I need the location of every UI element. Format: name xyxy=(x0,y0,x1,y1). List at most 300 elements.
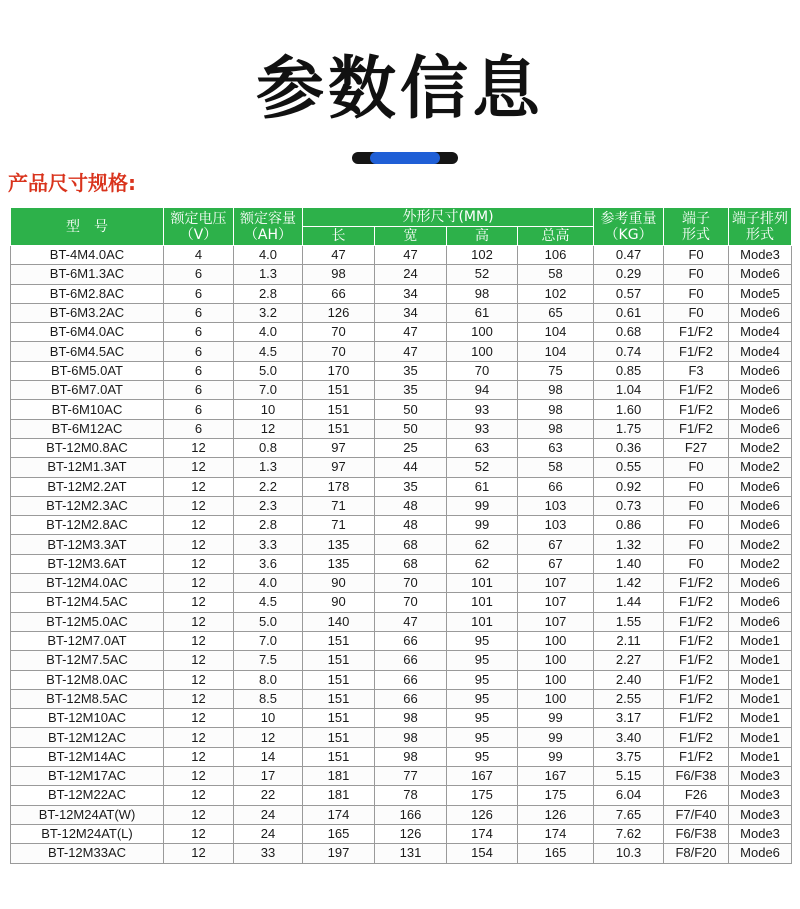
cell-width: 50 xyxy=(375,419,447,438)
cell-total-height: 175 xyxy=(518,786,594,805)
cell-height: 154 xyxy=(447,844,518,863)
table-row xyxy=(11,574,792,593)
cell-height: 95 xyxy=(447,728,518,747)
cell-width: 66 xyxy=(375,670,447,689)
cell-capacity: 10 xyxy=(234,709,303,728)
table-row xyxy=(11,361,792,380)
cell-terminal: F0 xyxy=(664,535,729,554)
cell-terminal: F1/F2 xyxy=(664,612,729,631)
cell-arrangement: Mode1 xyxy=(729,651,792,670)
cell-arrangement: Mode2 xyxy=(729,554,792,573)
header-terminal: 端子 形式 xyxy=(664,208,729,246)
cell-length: 97 xyxy=(303,458,375,477)
cell-total-height: 107 xyxy=(518,574,594,593)
cell-capacity: 7.0 xyxy=(234,631,303,650)
cell-capacity: 2.8 xyxy=(234,284,303,303)
table-row xyxy=(11,612,792,631)
cell-voltage: 12 xyxy=(164,496,234,515)
cell-model: BT-12M8.5AC xyxy=(11,689,164,708)
cell-capacity: 12 xyxy=(234,419,303,438)
cell-length: 47 xyxy=(303,246,375,265)
cell-length: 151 xyxy=(303,400,375,419)
title-divider-accent xyxy=(370,152,440,164)
cell-height: 63 xyxy=(447,438,518,457)
cell-model: BT-12M0.8AC xyxy=(11,438,164,457)
cell-model: BT-12M22AC xyxy=(11,786,164,805)
cell-total-height: 174 xyxy=(518,824,594,843)
table-row xyxy=(11,824,792,843)
header-weight: 参考重量 （KG） xyxy=(594,208,664,246)
cell-width: 98 xyxy=(375,709,447,728)
cell-total-height: 104 xyxy=(518,342,594,361)
header-width: 宽 xyxy=(375,227,447,246)
cell-weight: 1.44 xyxy=(594,593,664,612)
cell-model: BT-6M5.0AT xyxy=(11,361,164,380)
cell-voltage: 12 xyxy=(164,709,234,728)
cell-width: 68 xyxy=(375,535,447,554)
cell-arrangement: Mode1 xyxy=(729,709,792,728)
cell-capacity: 22 xyxy=(234,786,303,805)
cell-weight: 10.3 xyxy=(594,844,664,863)
table-row xyxy=(11,246,792,265)
table-row xyxy=(11,670,792,689)
cell-model: BT-6M3.2AC xyxy=(11,303,164,322)
cell-length: 181 xyxy=(303,786,375,805)
cell-height: 126 xyxy=(447,805,518,824)
cell-total-height: 65 xyxy=(518,303,594,322)
cell-terminal: F1/F2 xyxy=(664,747,729,766)
header-length: 长 xyxy=(303,227,375,246)
cell-arrangement: Mode3 xyxy=(729,246,792,265)
table-row xyxy=(11,419,792,438)
cell-arrangement: Mode6 xyxy=(729,303,792,322)
cell-capacity: 7.5 xyxy=(234,651,303,670)
cell-capacity: 4.0 xyxy=(234,246,303,265)
table-row xyxy=(11,747,792,766)
cell-voltage: 12 xyxy=(164,805,234,824)
cell-height: 175 xyxy=(447,786,518,805)
cell-voltage: 12 xyxy=(164,767,234,786)
cell-terminal: F8/F20 xyxy=(664,844,729,863)
cell-model: BT-12M24AT(L) xyxy=(11,824,164,843)
cell-length: 170 xyxy=(303,361,375,380)
cell-total-height: 106 xyxy=(518,246,594,265)
cell-width: 25 xyxy=(375,438,447,457)
cell-arrangement: Mode6 xyxy=(729,419,792,438)
table-row xyxy=(11,689,792,708)
cell-weight: 0.55 xyxy=(594,458,664,477)
section-subtitle: 产品尺寸规格: xyxy=(8,171,136,195)
cell-voltage: 12 xyxy=(164,554,234,573)
cell-voltage: 6 xyxy=(164,265,234,284)
cell-height: 167 xyxy=(447,767,518,786)
cell-total-height: 63 xyxy=(518,438,594,457)
cell-length: 135 xyxy=(303,535,375,554)
cell-height: 61 xyxy=(447,303,518,322)
cell-height: 100 xyxy=(447,323,518,342)
cell-weight: 1.32 xyxy=(594,535,664,554)
cell-height: 93 xyxy=(447,419,518,438)
cell-capacity: 8.5 xyxy=(234,689,303,708)
cell-model: BT-6M10AC xyxy=(11,400,164,419)
cell-terminal: F0 xyxy=(664,246,729,265)
cell-width: 35 xyxy=(375,477,447,496)
cell-terminal: F0 xyxy=(664,284,729,303)
cell-weight: 0.61 xyxy=(594,303,664,322)
cell-terminal: F6/F38 xyxy=(664,824,729,843)
cell-length: 151 xyxy=(303,747,375,766)
cell-total-height: 98 xyxy=(518,400,594,419)
cell-model: BT-12M17AC xyxy=(11,767,164,786)
cell-height: 95 xyxy=(447,631,518,650)
cell-weight: 2.55 xyxy=(594,689,664,708)
cell-capacity: 0.8 xyxy=(234,438,303,457)
cell-voltage: 12 xyxy=(164,824,234,843)
cell-width: 166 xyxy=(375,805,447,824)
cell-capacity: 17 xyxy=(234,767,303,786)
cell-voltage: 12 xyxy=(164,458,234,477)
cell-arrangement: Mode6 xyxy=(729,612,792,631)
cell-model: BT-12M3.3AT xyxy=(11,535,164,554)
cell-height: 101 xyxy=(447,593,518,612)
cell-voltage: 12 xyxy=(164,670,234,689)
cell-model: BT-12M33AC xyxy=(11,844,164,863)
cell-arrangement: Mode4 xyxy=(729,342,792,361)
cell-model: BT-12M10AC xyxy=(11,709,164,728)
cell-voltage: 12 xyxy=(164,612,234,631)
cell-weight: 3.17 xyxy=(594,709,664,728)
cell-arrangement: Mode1 xyxy=(729,689,792,708)
cell-capacity: 3.3 xyxy=(234,535,303,554)
cell-length: 90 xyxy=(303,593,375,612)
cell-weight: 0.29 xyxy=(594,265,664,284)
cell-capacity: 12 xyxy=(234,728,303,747)
cell-weight: 1.04 xyxy=(594,381,664,400)
cell-arrangement: Mode2 xyxy=(729,458,792,477)
cell-capacity: 5.0 xyxy=(234,361,303,380)
cell-length: 151 xyxy=(303,709,375,728)
cell-length: 151 xyxy=(303,631,375,650)
cell-model: BT-12M12AC xyxy=(11,728,164,747)
header-total-height: 总高 xyxy=(518,227,594,246)
cell-total-height: 103 xyxy=(518,516,594,535)
cell-weight: 1.55 xyxy=(594,612,664,631)
table-body xyxy=(11,246,792,864)
cell-total-height: 75 xyxy=(518,361,594,380)
cell-weight: 3.75 xyxy=(594,747,664,766)
cell-total-height: 99 xyxy=(518,747,594,766)
table-row xyxy=(11,265,792,284)
table-row xyxy=(11,651,792,670)
table-row xyxy=(11,516,792,535)
cell-model: BT-6M12AC xyxy=(11,419,164,438)
cell-terminal: F27 xyxy=(664,438,729,457)
cell-capacity: 8.0 xyxy=(234,670,303,689)
cell-model: BT-12M8.0AC xyxy=(11,670,164,689)
cell-arrangement: Mode3 xyxy=(729,786,792,805)
cell-voltage: 6 xyxy=(164,400,234,419)
cell-capacity: 1.3 xyxy=(234,265,303,284)
cell-arrangement: Mode3 xyxy=(729,805,792,824)
cell-voltage: 12 xyxy=(164,516,234,535)
cell-height: 98 xyxy=(447,284,518,303)
cell-capacity: 24 xyxy=(234,824,303,843)
cell-terminal: F1/F2 xyxy=(664,670,729,689)
cell-total-height: 58 xyxy=(518,265,594,284)
cell-height: 95 xyxy=(447,709,518,728)
cell-capacity: 24 xyxy=(234,805,303,824)
cell-arrangement: Mode6 xyxy=(729,574,792,593)
cell-capacity: 33 xyxy=(234,844,303,863)
cell-total-height: 58 xyxy=(518,458,594,477)
cell-terminal: F0 xyxy=(664,496,729,515)
cell-terminal: F1/F2 xyxy=(664,709,729,728)
cell-weight: 0.85 xyxy=(594,361,664,380)
cell-height: 99 xyxy=(447,496,518,515)
cell-width: 66 xyxy=(375,689,447,708)
title-divider xyxy=(352,152,458,164)
cell-capacity: 14 xyxy=(234,747,303,766)
cell-arrangement: Mode4 xyxy=(729,323,792,342)
cell-height: 101 xyxy=(447,574,518,593)
cell-total-height: 100 xyxy=(518,689,594,708)
cell-width: 70 xyxy=(375,574,447,593)
table-row xyxy=(11,400,792,419)
cell-length: 140 xyxy=(303,612,375,631)
table-row xyxy=(11,728,792,747)
table-row xyxy=(11,844,792,863)
cell-capacity: 4.0 xyxy=(234,574,303,593)
cell-total-height: 99 xyxy=(518,709,594,728)
cell-model: BT-12M4.5AC xyxy=(11,593,164,612)
header-dimensions: 外形尺寸(MM) xyxy=(303,208,594,227)
cell-length: 71 xyxy=(303,516,375,535)
table-row xyxy=(11,593,792,612)
cell-height: 93 xyxy=(447,400,518,419)
cell-capacity: 5.0 xyxy=(234,612,303,631)
cell-model: BT-6M4.5AC xyxy=(11,342,164,361)
cell-length: 181 xyxy=(303,767,375,786)
cell-arrangement: Mode2 xyxy=(729,535,792,554)
cell-terminal: F0 xyxy=(664,516,729,535)
cell-height: 95 xyxy=(447,689,518,708)
cell-terminal: F1/F2 xyxy=(664,728,729,747)
cell-capacity: 4.0 xyxy=(234,323,303,342)
cell-total-height: 98 xyxy=(518,381,594,400)
header-voltage: 额定电压 （V） xyxy=(164,208,234,246)
cell-arrangement: Mode1 xyxy=(729,670,792,689)
cell-length: 97 xyxy=(303,438,375,457)
cell-width: 126 xyxy=(375,824,447,843)
cell-voltage: 6 xyxy=(164,381,234,400)
cell-total-height: 99 xyxy=(518,728,594,747)
cell-length: 151 xyxy=(303,419,375,438)
cell-terminal: F1/F2 xyxy=(664,593,729,612)
cell-total-height: 100 xyxy=(518,651,594,670)
cell-model: BT-12M24AT(W) xyxy=(11,805,164,824)
cell-model: BT-4M4.0AC xyxy=(11,246,164,265)
cell-width: 47 xyxy=(375,612,447,631)
cell-model: BT-12M4.0AC xyxy=(11,574,164,593)
cell-weight: 0.92 xyxy=(594,477,664,496)
cell-voltage: 12 xyxy=(164,747,234,766)
cell-weight: 6.04 xyxy=(594,786,664,805)
cell-terminal: F0 xyxy=(664,458,729,477)
cell-model: BT-6M1.3AC xyxy=(11,265,164,284)
header-height: 高 xyxy=(447,227,518,246)
cell-width: 24 xyxy=(375,265,447,284)
cell-total-height: 104 xyxy=(518,323,594,342)
table-row xyxy=(11,554,792,573)
cell-weight: 5.15 xyxy=(594,767,664,786)
cell-terminal: F1/F2 xyxy=(664,400,729,419)
cell-total-height: 98 xyxy=(518,419,594,438)
cell-arrangement: Mode6 xyxy=(729,265,792,284)
table-row xyxy=(11,458,792,477)
cell-height: 100 xyxy=(447,342,518,361)
table-row xyxy=(11,805,792,824)
table-row xyxy=(11,535,792,554)
cell-width: 47 xyxy=(375,246,447,265)
cell-model: BT-12M2.3AC xyxy=(11,496,164,515)
cell-model: BT-12M2.2AT xyxy=(11,477,164,496)
cell-width: 98 xyxy=(375,747,447,766)
cell-length: 70 xyxy=(303,342,375,361)
cell-height: 99 xyxy=(447,516,518,535)
cell-terminal: F0 xyxy=(664,554,729,573)
cell-capacity: 4.5 xyxy=(234,342,303,361)
cell-weight: 0.73 xyxy=(594,496,664,515)
cell-model: BT-12M5.0AC xyxy=(11,612,164,631)
cell-weight: 7.65 xyxy=(594,805,664,824)
cell-model: BT-6M2.8AC xyxy=(11,284,164,303)
cell-voltage: 6 xyxy=(164,323,234,342)
cell-length: 151 xyxy=(303,381,375,400)
cell-voltage: 12 xyxy=(164,728,234,747)
cell-arrangement: Mode6 xyxy=(729,844,792,863)
cell-terminal: F0 xyxy=(664,303,729,322)
cell-arrangement: Mode6 xyxy=(729,496,792,515)
cell-total-height: 100 xyxy=(518,631,594,650)
cell-terminal: F1/F2 xyxy=(664,689,729,708)
cell-arrangement: Mode6 xyxy=(729,477,792,496)
cell-width: 66 xyxy=(375,631,447,650)
cell-length: 151 xyxy=(303,651,375,670)
cell-weight: 1.75 xyxy=(594,419,664,438)
cell-model: BT-6M4.0AC xyxy=(11,323,164,342)
cell-width: 50 xyxy=(375,400,447,419)
cell-weight: 7.62 xyxy=(594,824,664,843)
cell-arrangement: Mode1 xyxy=(729,631,792,650)
cell-length: 66 xyxy=(303,284,375,303)
cell-capacity: 10 xyxy=(234,400,303,419)
cell-weight: 2.27 xyxy=(594,651,664,670)
spec-table xyxy=(10,207,792,864)
cell-height: 95 xyxy=(447,670,518,689)
cell-weight: 2.11 xyxy=(594,631,664,650)
cell-total-height: 67 xyxy=(518,535,594,554)
cell-weight: 3.40 xyxy=(594,728,664,747)
cell-total-height: 102 xyxy=(518,284,594,303)
cell-weight: 1.60 xyxy=(594,400,664,419)
cell-voltage: 12 xyxy=(164,477,234,496)
header-capacity: 额定容量 （AH） xyxy=(234,208,303,246)
cell-weight: 1.42 xyxy=(594,574,664,593)
cell-width: 34 xyxy=(375,303,447,322)
cell-width: 44 xyxy=(375,458,447,477)
page-title: 参数信息 xyxy=(255,50,544,129)
cell-terminal: F26 xyxy=(664,786,729,805)
cell-capacity: 7.0 xyxy=(234,381,303,400)
cell-model: BT-12M7.0AT xyxy=(11,631,164,650)
table-row xyxy=(11,631,792,650)
cell-length: 126 xyxy=(303,303,375,322)
cell-width: 66 xyxy=(375,651,447,670)
cell-voltage: 6 xyxy=(164,361,234,380)
cell-length: 151 xyxy=(303,689,375,708)
cell-length: 151 xyxy=(303,670,375,689)
cell-total-height: 107 xyxy=(518,593,594,612)
cell-capacity: 4.5 xyxy=(234,593,303,612)
cell-terminal: F1/F2 xyxy=(664,574,729,593)
cell-voltage: 6 xyxy=(164,303,234,322)
cell-terminal: F6/F38 xyxy=(664,767,729,786)
cell-width: 78 xyxy=(375,786,447,805)
cell-height: 70 xyxy=(447,361,518,380)
cell-weight: 0.68 xyxy=(594,323,664,342)
cell-height: 94 xyxy=(447,381,518,400)
cell-length: 197 xyxy=(303,844,375,863)
cell-arrangement: Mode1 xyxy=(729,728,792,747)
cell-voltage: 12 xyxy=(164,535,234,554)
cell-voltage: 12 xyxy=(164,593,234,612)
cell-total-height: 107 xyxy=(518,612,594,631)
cell-terminal: F1/F2 xyxy=(664,651,729,670)
cell-voltage: 12 xyxy=(164,651,234,670)
cell-voltage: 12 xyxy=(164,631,234,650)
cell-width: 77 xyxy=(375,767,447,786)
cell-total-height: 103 xyxy=(518,496,594,515)
cell-length: 98 xyxy=(303,265,375,284)
cell-width: 35 xyxy=(375,381,447,400)
cell-width: 48 xyxy=(375,496,447,515)
cell-height: 62 xyxy=(447,535,518,554)
cell-arrangement: Mode1 xyxy=(729,747,792,766)
cell-arrangement: Mode6 xyxy=(729,400,792,419)
cell-model: BT-12M7.5AC xyxy=(11,651,164,670)
cell-voltage: 12 xyxy=(164,786,234,805)
cell-terminal: F0 xyxy=(664,477,729,496)
table-row xyxy=(11,323,792,342)
cell-capacity: 2.3 xyxy=(234,496,303,515)
cell-terminal: F1/F2 xyxy=(664,631,729,650)
cell-width: 48 xyxy=(375,516,447,535)
cell-model: BT-12M14AC xyxy=(11,747,164,766)
cell-total-height: 67 xyxy=(518,554,594,573)
cell-arrangement: Mode6 xyxy=(729,516,792,535)
cell-width: 68 xyxy=(375,554,447,573)
cell-length: 174 xyxy=(303,805,375,824)
cell-capacity: 3.2 xyxy=(234,303,303,322)
table-row xyxy=(11,284,792,303)
table-row xyxy=(11,496,792,515)
cell-height: 52 xyxy=(447,458,518,477)
cell-total-height: 100 xyxy=(518,670,594,689)
cell-model: BT-6M7.0AT xyxy=(11,381,164,400)
table-row xyxy=(11,709,792,728)
cell-length: 71 xyxy=(303,496,375,515)
cell-capacity: 3.6 xyxy=(234,554,303,573)
